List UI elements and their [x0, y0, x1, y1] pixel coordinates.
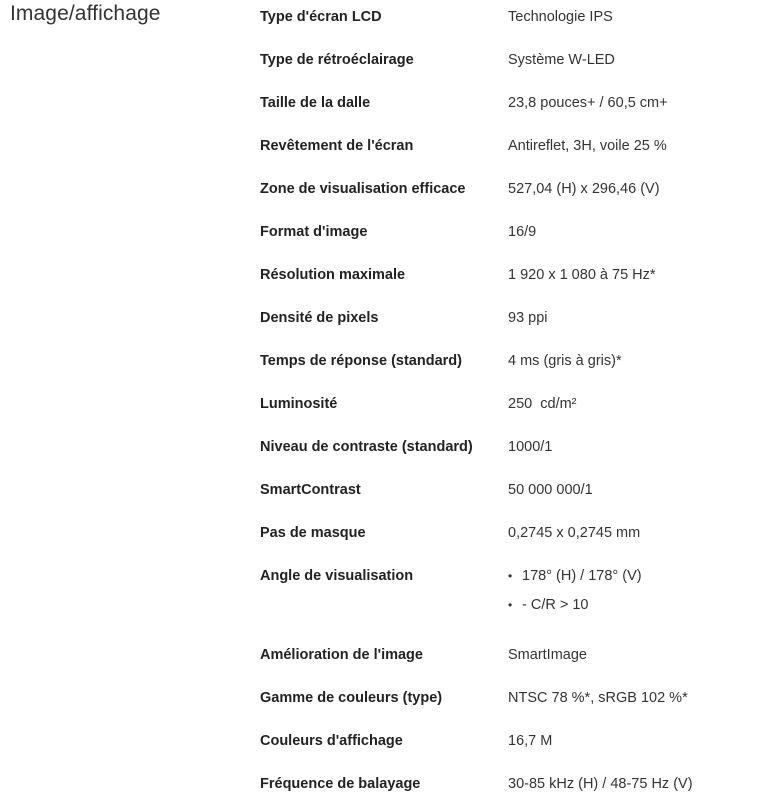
spec-value: [508, 559, 760, 624]
list-item-text: - C/R > 10: [522, 597, 589, 613]
spec-value: Technologie IPS: [508, 9, 613, 25]
bullet-icon: •: [508, 598, 513, 612]
spec-row-aspect-ratio: [260, 215, 760, 258]
spec-label: Luminosité: [260, 396, 338, 412]
spec-value: 1000/1: [508, 439, 553, 455]
spec-value: SmartImage: [508, 647, 587, 663]
list-item-text: 178° (H) / 178° (V): [522, 568, 642, 584]
list-item: [508, 566, 760, 595]
spec-value: 4 ms (gris à gris)*: [508, 353, 622, 369]
spec-row-lcd-type: [260, 0, 760, 43]
spec-value: 1 920 x 1 080 à 75 Hz*: [508, 267, 656, 283]
spec-label: Gamme de couleurs (type): [260, 690, 443, 706]
spec-row-image-enhancement: [260, 638, 760, 681]
spec-row-max-resolution: [260, 258, 760, 301]
spec-row-color-gamut: [260, 681, 760, 724]
spec-value: 16/9: [508, 224, 537, 240]
spec-value: 93 ppi: [508, 310, 548, 326]
spec-row-smartcontrast: [260, 473, 760, 516]
spec-value: 30-85 kHz (H) / 48-75 Hz (V): [508, 776, 693, 792]
spec-row-brightness: [260, 387, 760, 430]
spec-value: 50 000 000/1: [508, 482, 593, 498]
spec-value: 23,8 pouces+ / 60,5 cm+: [508, 95, 668, 111]
spec-row-response-time: [260, 344, 760, 387]
spec-value-list: [508, 566, 760, 624]
spec-label: Temps de réponse (standard): [260, 353, 462, 369]
spec-label: Type d'écran LCD: [260, 9, 382, 25]
spec-label: Fréquence de balayage: [260, 776, 421, 792]
list-item: [508, 595, 760, 624]
spec-table: [260, 0, 760, 810]
spec-label: Taille de la dalle: [260, 95, 371, 111]
spec-label: Densité de pixels: [260, 310, 379, 326]
spec-row-pixel-pitch: [260, 516, 760, 559]
spec-row-viewing-area: [260, 172, 760, 215]
section-title: Image/affichage: [10, 2, 161, 25]
spec-label: SmartContrast: [260, 482, 361, 498]
spec-value: 0,2745 x 0,2745 mm: [508, 525, 641, 541]
bullet-icon: •: [508, 569, 513, 583]
spec-label: Zone de visualisation efficace: [260, 181, 466, 197]
spec-row-viewing-angle: [260, 559, 760, 638]
spec-label: Type de rétroéclairage: [260, 52, 414, 68]
spec-value: 16,7 M: [508, 733, 553, 749]
spec-label: Format d'image: [260, 224, 368, 240]
spec-label: Amélioration de l'image: [260, 647, 423, 663]
spec-label: Angle de visualisation: [260, 568, 414, 584]
spec-row-pixel-density: [260, 301, 760, 344]
spec-value: NTSC 78 %*, sRGB 102 %*: [508, 690, 688, 706]
spec-value: 527,04 (H) x 296,46 (V): [508, 181, 660, 197]
spec-row-coating: [260, 129, 760, 172]
spec-row-panel-size: [260, 86, 760, 129]
spec-value: Antireflet, 3H, voile 25 %: [508, 138, 667, 154]
spec-value: Système W-LED: [508, 52, 615, 68]
spec-row-display-colors: [260, 724, 760, 767]
spec-row-scanning-frequency: [260, 767, 760, 810]
spec-label: Couleurs d'affichage: [260, 733, 403, 749]
spec-label: Niveau de contraste (standard): [260, 439, 473, 455]
spec-label: Revêtement de l'écran: [260, 138, 414, 154]
spec-row-backlight: [260, 43, 760, 86]
spec-label: Pas de masque: [260, 525, 366, 541]
spec-value: 250 cd/m²: [508, 396, 577, 412]
spec-row-contrast: [260, 430, 760, 473]
spec-label: Résolution maximale: [260, 267, 406, 283]
